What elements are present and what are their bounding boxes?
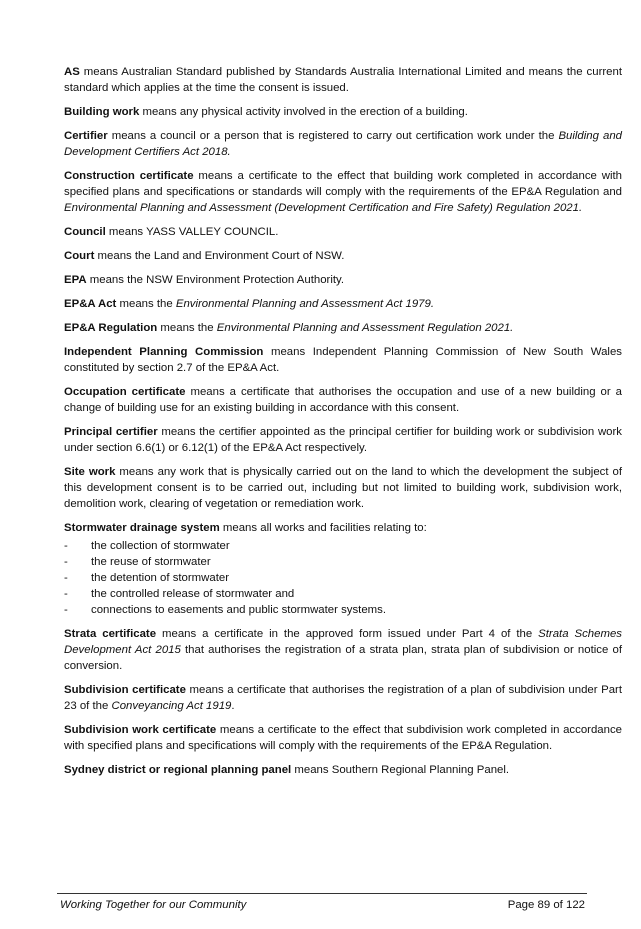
document-body: [64, 64, 622, 786]
definition-text: means Independent Planning Commission of New South Wales constituted by section 2.7 of the EP&A Act.: [64, 346, 622, 374]
definition-text: means all works and facilities relating to:: [219, 522, 427, 534]
list-item: [64, 570, 622, 586]
page-number: Page 89 of 122: [507, 899, 585, 911]
definition-paragraph: [64, 722, 622, 754]
definition-paragraph: [64, 682, 622, 714]
definition-paragraph: [64, 762, 622, 778]
dash-bullet-icon: -: [64, 540, 68, 552]
definition-paragraph: [64, 320, 622, 336]
definition-text: means the certifier appointed as the principal certifier for building work or subdivision work under section 6.6(1) or 6.12(1) of the EP&A Act respectively.: [64, 426, 622, 454]
footer-tagline: Working Together for our Community: [60, 899, 247, 911]
definition-paragraph: [64, 384, 622, 416]
definition-paragraph: [64, 464, 622, 512]
definition-term: Site work: [64, 466, 116, 478]
definition-text: means a certificate in the approved form issued under Part 4 of the: [156, 628, 539, 640]
definition-citation: Conveyancing Act 1919: [111, 700, 232, 712]
definition-text: means Southern Regional Planning Panel.: [291, 764, 510, 776]
definition-text: means any work that is physically carried out on the land to which the development the subject of this development consent is to be carried out, including but not limited to building work, subdivision work, demolition work, clearing of vegetation or remediation work.: [64, 466, 623, 510]
definition-paragraph: [64, 520, 622, 536]
list-item: [64, 602, 622, 618]
definition-paragraph: [64, 272, 622, 288]
definition-term: Subdivision certificate: [64, 684, 186, 696]
definition-term: Sydney district or regional planning panel: [64, 764, 292, 776]
definition-term: Council: [64, 226, 106, 238]
definition-citation: Environmental Planning and Assessment Regulation 2021.: [216, 322, 514, 334]
footer-divider: [57, 893, 587, 894]
list-item: [64, 538, 622, 554]
definition-text: means a certificate to the effect that building work completed in accordance with specified plans and specifications or standards will comply with the requirements of the EP&A Regulation and: [64, 170, 622, 198]
definition-text: that authorises the registration of a strata plan, strata plan of subdivision or notice of conversion.: [64, 644, 622, 672]
list-item-text: the controlled release of stormwater and: [91, 588, 295, 600]
definition-term: Principal certifier: [64, 426, 158, 438]
definition-paragraph: [64, 344, 622, 376]
definition-text: means the: [116, 298, 176, 310]
dash-bullet-icon: -: [64, 604, 68, 616]
list-item-text: the reuse of stormwater: [91, 556, 211, 568]
definition-paragraph: [64, 128, 622, 160]
definition-text: means the Land and Environment Court of NSW.: [94, 250, 345, 262]
definition-paragraph: [64, 224, 622, 240]
definition-text: means a certificate that authorises the occupation and use of a new building or a change of building use for an existing building in accordance with this consent.: [64, 386, 622, 414]
definition-text: means a council or a person that is registered to carry out certification work under the: [107, 130, 559, 142]
definition-paragraph: [64, 64, 622, 96]
definition-citation: Environmental Planning and Assessment (Development Certification and Fire Safety) Regulation 2021.: [64, 202, 583, 214]
list-item: [64, 554, 622, 570]
bullet-list: [64, 538, 622, 618]
definition-term: Stormwater drainage system: [64, 522, 220, 534]
definition-term: Building work: [64, 106, 140, 118]
definition-paragraph: [64, 248, 622, 264]
definition-term: Occupation certificate: [64, 386, 186, 398]
definition-term: Subdivision work certificate: [64, 724, 217, 736]
definition-term: Construction certificate: [64, 170, 194, 182]
definition-term: Certifier: [64, 130, 108, 142]
dash-bullet-icon: -: [64, 572, 68, 584]
definition-text: means YASS VALLEY COUNCIL.: [105, 226, 279, 238]
definition-citation: Strata Schemes Development Act 2015: [64, 628, 622, 656]
definition-text: means a certificate that authorises the registration of a plan of subdivision under Part 23 of the: [64, 684, 622, 712]
definition-text: .: [231, 700, 235, 712]
definition-text: means Australian Standard published by Standards Australia International Limited and means the current standard which applies at the time the consent is issued.: [64, 66, 622, 94]
definition-paragraph: [64, 626, 622, 674]
definition-term: EP&A Act: [64, 298, 117, 310]
definition-term: EPA: [64, 274, 87, 286]
list-item-text: connections to easements and public stormwater systems.: [91, 604, 387, 616]
definition-text: means any physical activity involved in the erection of a building.: [139, 106, 468, 118]
dash-bullet-icon: -: [64, 588, 68, 600]
definition-text: means the NSW Environment Protection Authority.: [86, 274, 345, 286]
definition-citation: Environmental Planning and Assessment Act 1979.: [175, 298, 434, 310]
definition-term: Court: [64, 250, 95, 262]
definition-paragraph: [64, 168, 622, 216]
definition-term: Strata certificate: [64, 628, 157, 640]
definition-paragraph: [64, 424, 622, 456]
list-item-text: the collection of stormwater: [91, 540, 230, 552]
definition-term: Independent Planning Commission: [64, 346, 264, 358]
definition-text: means the: [157, 322, 217, 334]
definition-term: AS: [64, 66, 80, 78]
dash-bullet-icon: -: [64, 556, 68, 568]
definition-text: means a certificate to the effect that subdivision work completed in accordance with specified plans and specifications will comply with the requirements of the EP&A Regulation.: [64, 724, 622, 752]
definition-paragraph: [64, 104, 622, 120]
list-item: [64, 586, 622, 602]
list-item-text: the detention of stormwater: [91, 572, 230, 584]
definition-term: EP&A Regulation: [64, 322, 158, 334]
definition-paragraph: [64, 296, 622, 312]
definition-citation: Building and Development Certifiers Act 2018.: [64, 130, 622, 158]
